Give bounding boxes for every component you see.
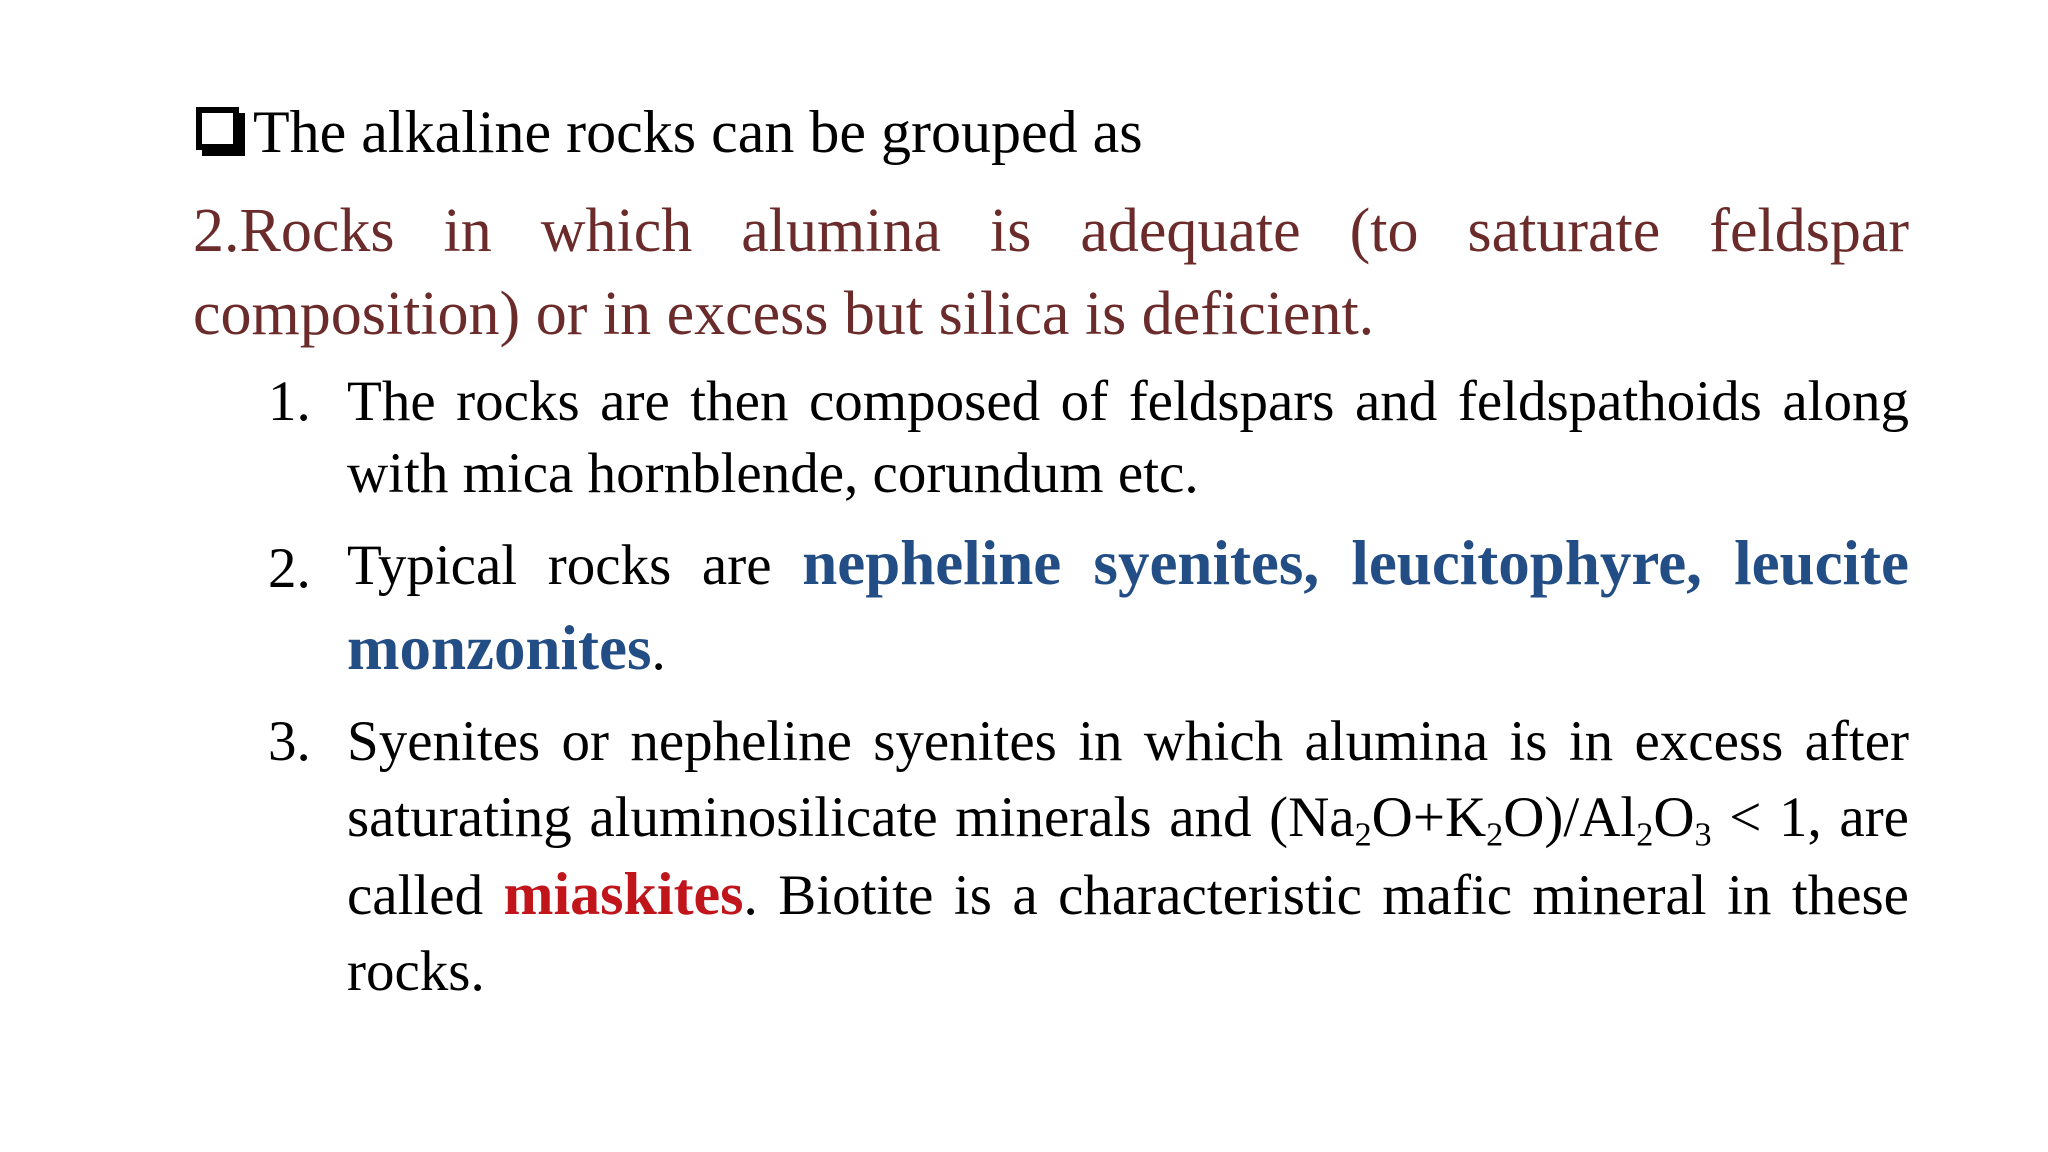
list-item-text: < 1, are called bbox=[347, 786, 1909, 927]
subscript: 2 bbox=[1486, 816, 1504, 854]
heading-text: The alkaline rocks can be grouped as bbox=[253, 99, 1143, 165]
list-item-number: 3. bbox=[268, 710, 311, 773]
numbered-list bbox=[193, 366, 1909, 1022]
formula-part: O bbox=[1653, 786, 1695, 849]
list-item-text-end: . Biotite is a characteristic mafic mineral in these rocks. bbox=[347, 864, 1909, 1003]
miaskites-highlight: miaskites bbox=[503, 861, 744, 927]
formula-part: O+K bbox=[1371, 786, 1487, 849]
list-item-text: Typical rocks are bbox=[347, 534, 803, 597]
point-2: 2.Rocks in which alumina is adequate (to saturate feldspar composition) or in excess but silica is deficient. bbox=[193, 197, 1909, 348]
list-item-number: 2. bbox=[268, 537, 311, 600]
typical-rocks-highlight: nepheline syenites, leucitophyre, leucite monzonites bbox=[347, 528, 1909, 683]
list-item-text-end: . bbox=[651, 619, 666, 682]
checkbox-icon bbox=[196, 107, 239, 150]
list-item-text: The rocks are then composed of feldspars and feldspathoids along with mica hornblende, corundum etc. bbox=[347, 370, 1909, 505]
formula-part: O)/Al bbox=[1503, 786, 1637, 849]
heading bbox=[196, 95, 1143, 169]
list-item-3 bbox=[193, 704, 1909, 1010]
list-item-1 bbox=[193, 366, 1909, 510]
subscript: 3 bbox=[1694, 816, 1712, 854]
subscript: 2 bbox=[1636, 816, 1654, 854]
list-item-2 bbox=[193, 522, 1909, 692]
subscript: 2 bbox=[1354, 816, 1372, 854]
list-item-text: Syenites or nepheline syenites in which alumina is in excess after saturating aluminosilicate minerals and (Na bbox=[347, 710, 1909, 849]
list-item-number: 1. bbox=[268, 370, 311, 433]
